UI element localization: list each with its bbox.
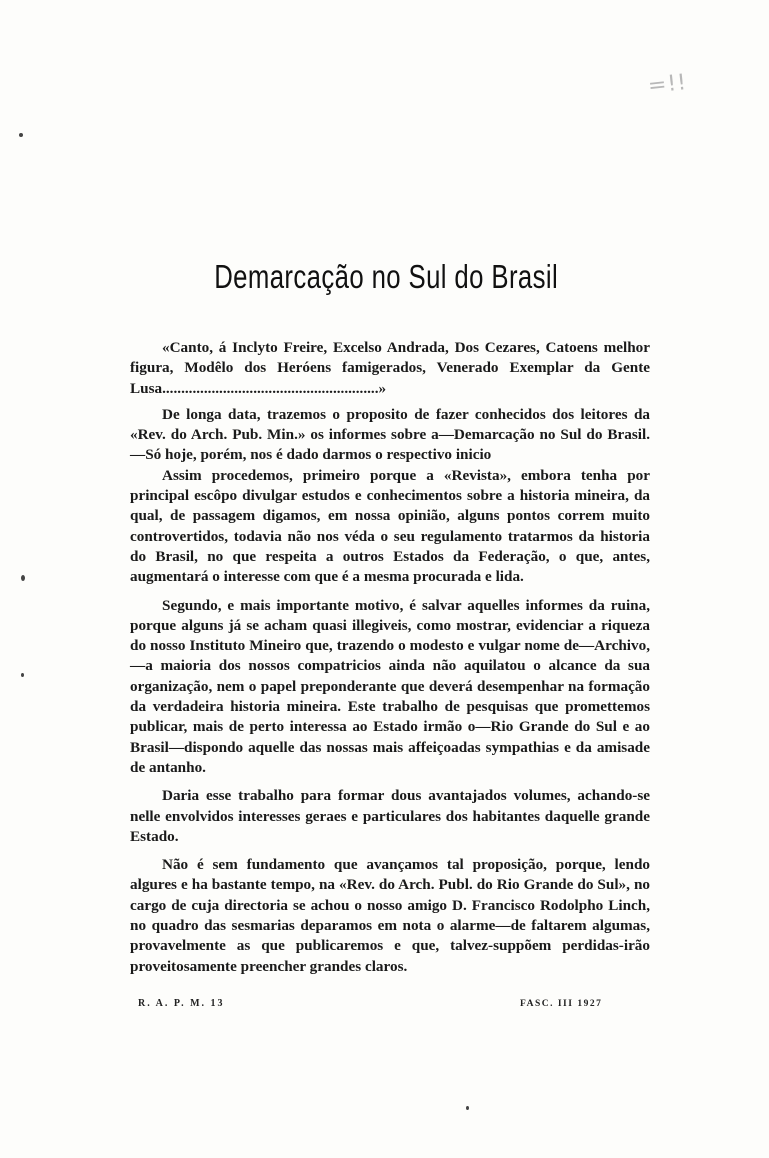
scan-speck [21, 673, 24, 677]
page-title: Demarcação no Sul do Brasil [214, 258, 559, 295]
body-paragraph: Não é sem fundamento que avançamos tal proposição, porque, lendo algures e ha bastante tempo, na «Rev. do Arch. Publ. do Rio Grande do Sul», no cargo de cuja directoria se achou o nosso amigo D. Francisco Rodolpho Linch, no quadro das sesmarias deparamos em nota o alarme—de faltarem algumas, provavelmente as que publicaremos e que, talvez-suppõem perdidas-irão proveitosamente preencher grandes claros. [130, 856, 650, 975]
body-paragraph: Daria esse trabalho para formar dous avantajados volumes, achando-se nelle envolvidos interesses geraes e particulares dos habitantes daquelle grande Estado. [130, 787, 650, 845]
scan-speck [21, 575, 25, 581]
body-paragraph: Assim procedemos, primeiro porque a «Revista», embora tenha por principal escôpo divulgar estudos e conhecimentos sobre a historia mineira, da qual, de passagem digamos, em nossa opinião, alguns pontos correm muito controvertidos, todavia não nos véda o seu regulamento tratarmos da historia do Brasil, no que respeita a outros Estados da Federação, o que, antes, augmentará o interesse com que é a mesma procurada e lida. [130, 466, 650, 586]
body-paragraph: De longa data, trazemos o proposito de fazer conhecidos dos leitores da «Rev. do Arch. Pub. Min.» os informes sobre a—Demarcação no Sul do Brasil.—Só hoje, porém, nos é dado darmos o respectivo inicio [130, 405, 650, 464]
footer-journal-page: R. A. P. M. 13 [138, 998, 225, 1009]
scan-speck [19, 133, 23, 137]
epigraph-paragraph: «Canto, á Inclyto Freire, Excelso Andrada, Dos Cezares, Catoens melhor figura, Modêlo dos Heróens famigerados, Venerado Exemplar da Gente Lusa.........................................................» [130, 339, 650, 397]
body-paragraph: Segundo, e mais importante motivo, é salvar aquelles informes da ruina, porque alguns já se acham quasi illegiveis, como mostrar, evidenciar a riqueza do nosso Instituto Mineiro que, trazendo o modesto e vulgar nome de—Archivo,—a maioria dos nossos compatricios ainda não aquilatou o alcance da sua organização, nem o papel preponderante que deverá desempenhar na formação da verdadeira historia mineira. Este trabalho de pesquisas que promettemos publicar, mais de perto interessa ao Estado irmão o—Rio Grande do Sul e ao Brasil—dispondo aquelle das nossas mais affeiçoadas sympathias e da amisade de antanho. [130, 596, 650, 776]
footer-fascicle: FASC. III 1927 [520, 999, 603, 1009]
handwritten-margin-note: =!! [646, 70, 689, 99]
article-body [130, 338, 650, 977]
scan-speck [466, 1106, 469, 1110]
